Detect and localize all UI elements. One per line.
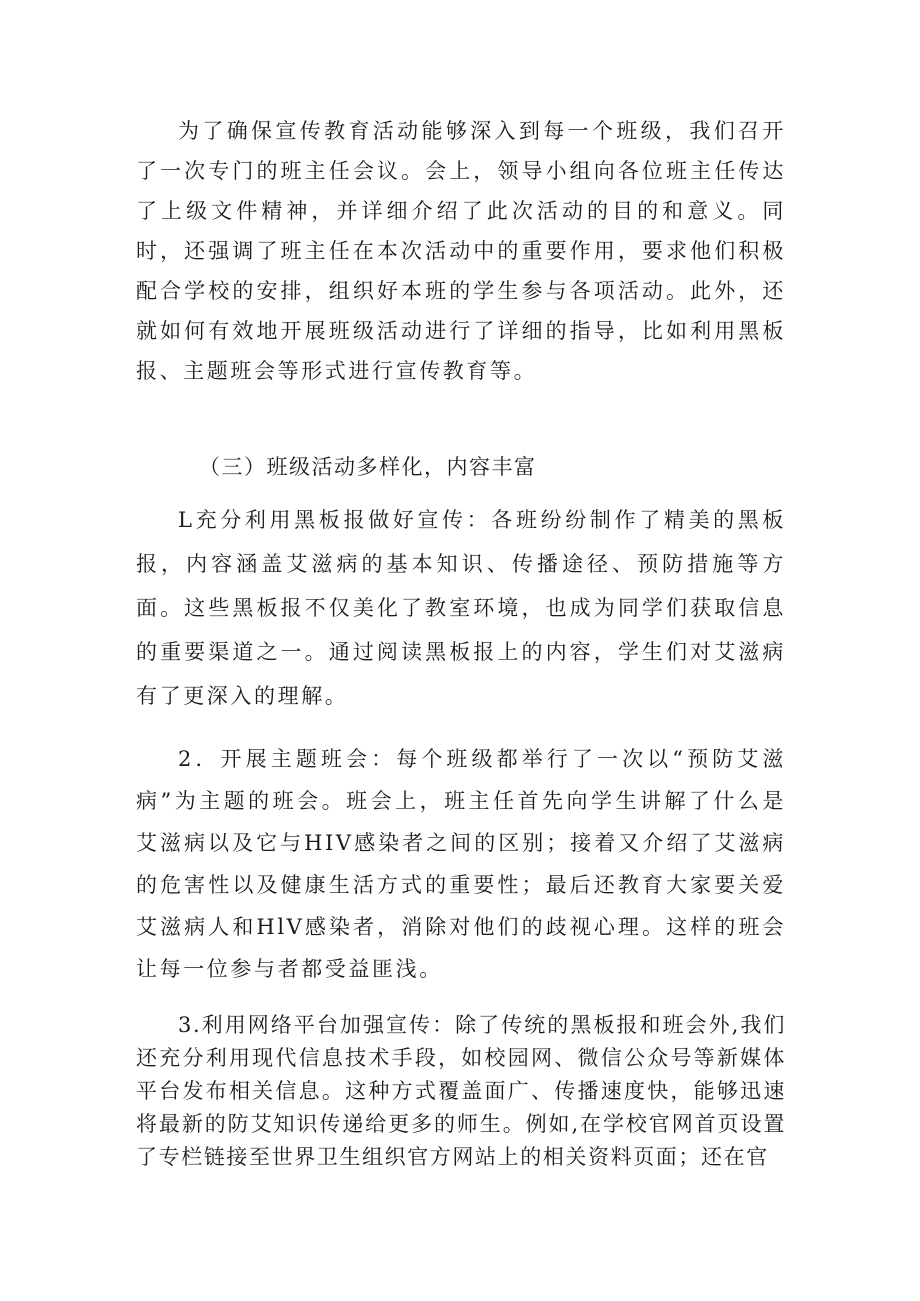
body-paragraph: 2．开展主题班会：每个班级都举行了一次以“预防艾滋病”为主题的班会。班会上，班主任首先向学生讲解了什么是艾滋病以及它与HIV感染者之间的区别；接着又介绍了艾滋病的危害性以及健康生活方式的重要性；最后还教育大家要关爱艾滋病人和HlV感染者，消除对他们的歧视心理。这样的班会让每一位参与者都受益匪浅。 (136, 747, 786, 981)
body-paragraph: L充分利用黑板报做好宣传：各班纷纷制作了精美的黑板报，内容涵盖艾滋病的基本知识、传播途径、预防措施等方面。这些黑板报不仅美化了教室环境，也成为同学们获取信息的重要渠道之一。通过阅读黑板报上的内容，学生们对艾滋病有了更深入的理解。 (136, 508, 786, 708)
body-paragraph: 3.利用网络平台加强宣传：除了传统的黑板报和班会外,我们还充分利用现代信息技术手段，如校园网、微信公众号等新媒体平台发布相关信息。这种方式覆盖面广、传播速度快，能够迅速将最新的防艾知识传递给更多的师生。例如,在学校官网首页设置了专栏链接至世界卫生组织官方网站上的相关资料页面；还在官 (136, 1013, 786, 1169)
body-paragraph: 为了确保宣传教育活动能够深入到每一个班级，我们召开了一次专门的班主任会议。会上，领导小组向各位班主任传达了上级文件精神，并详细介绍了此次活动的目的和意义。同时，还强调了班主任在本次活动中的重要作用，要求他们积极配合学校的安排，组织好本班的学生参与各项活动。此外，还就如何有效地开展班级活动进行了详细的指导，比如利用黑板报、主题班会等形式进行宣传教育等。 (136, 119, 786, 383)
section-heading: （三）班级活动多样化，内容丰富 (199, 455, 537, 479)
